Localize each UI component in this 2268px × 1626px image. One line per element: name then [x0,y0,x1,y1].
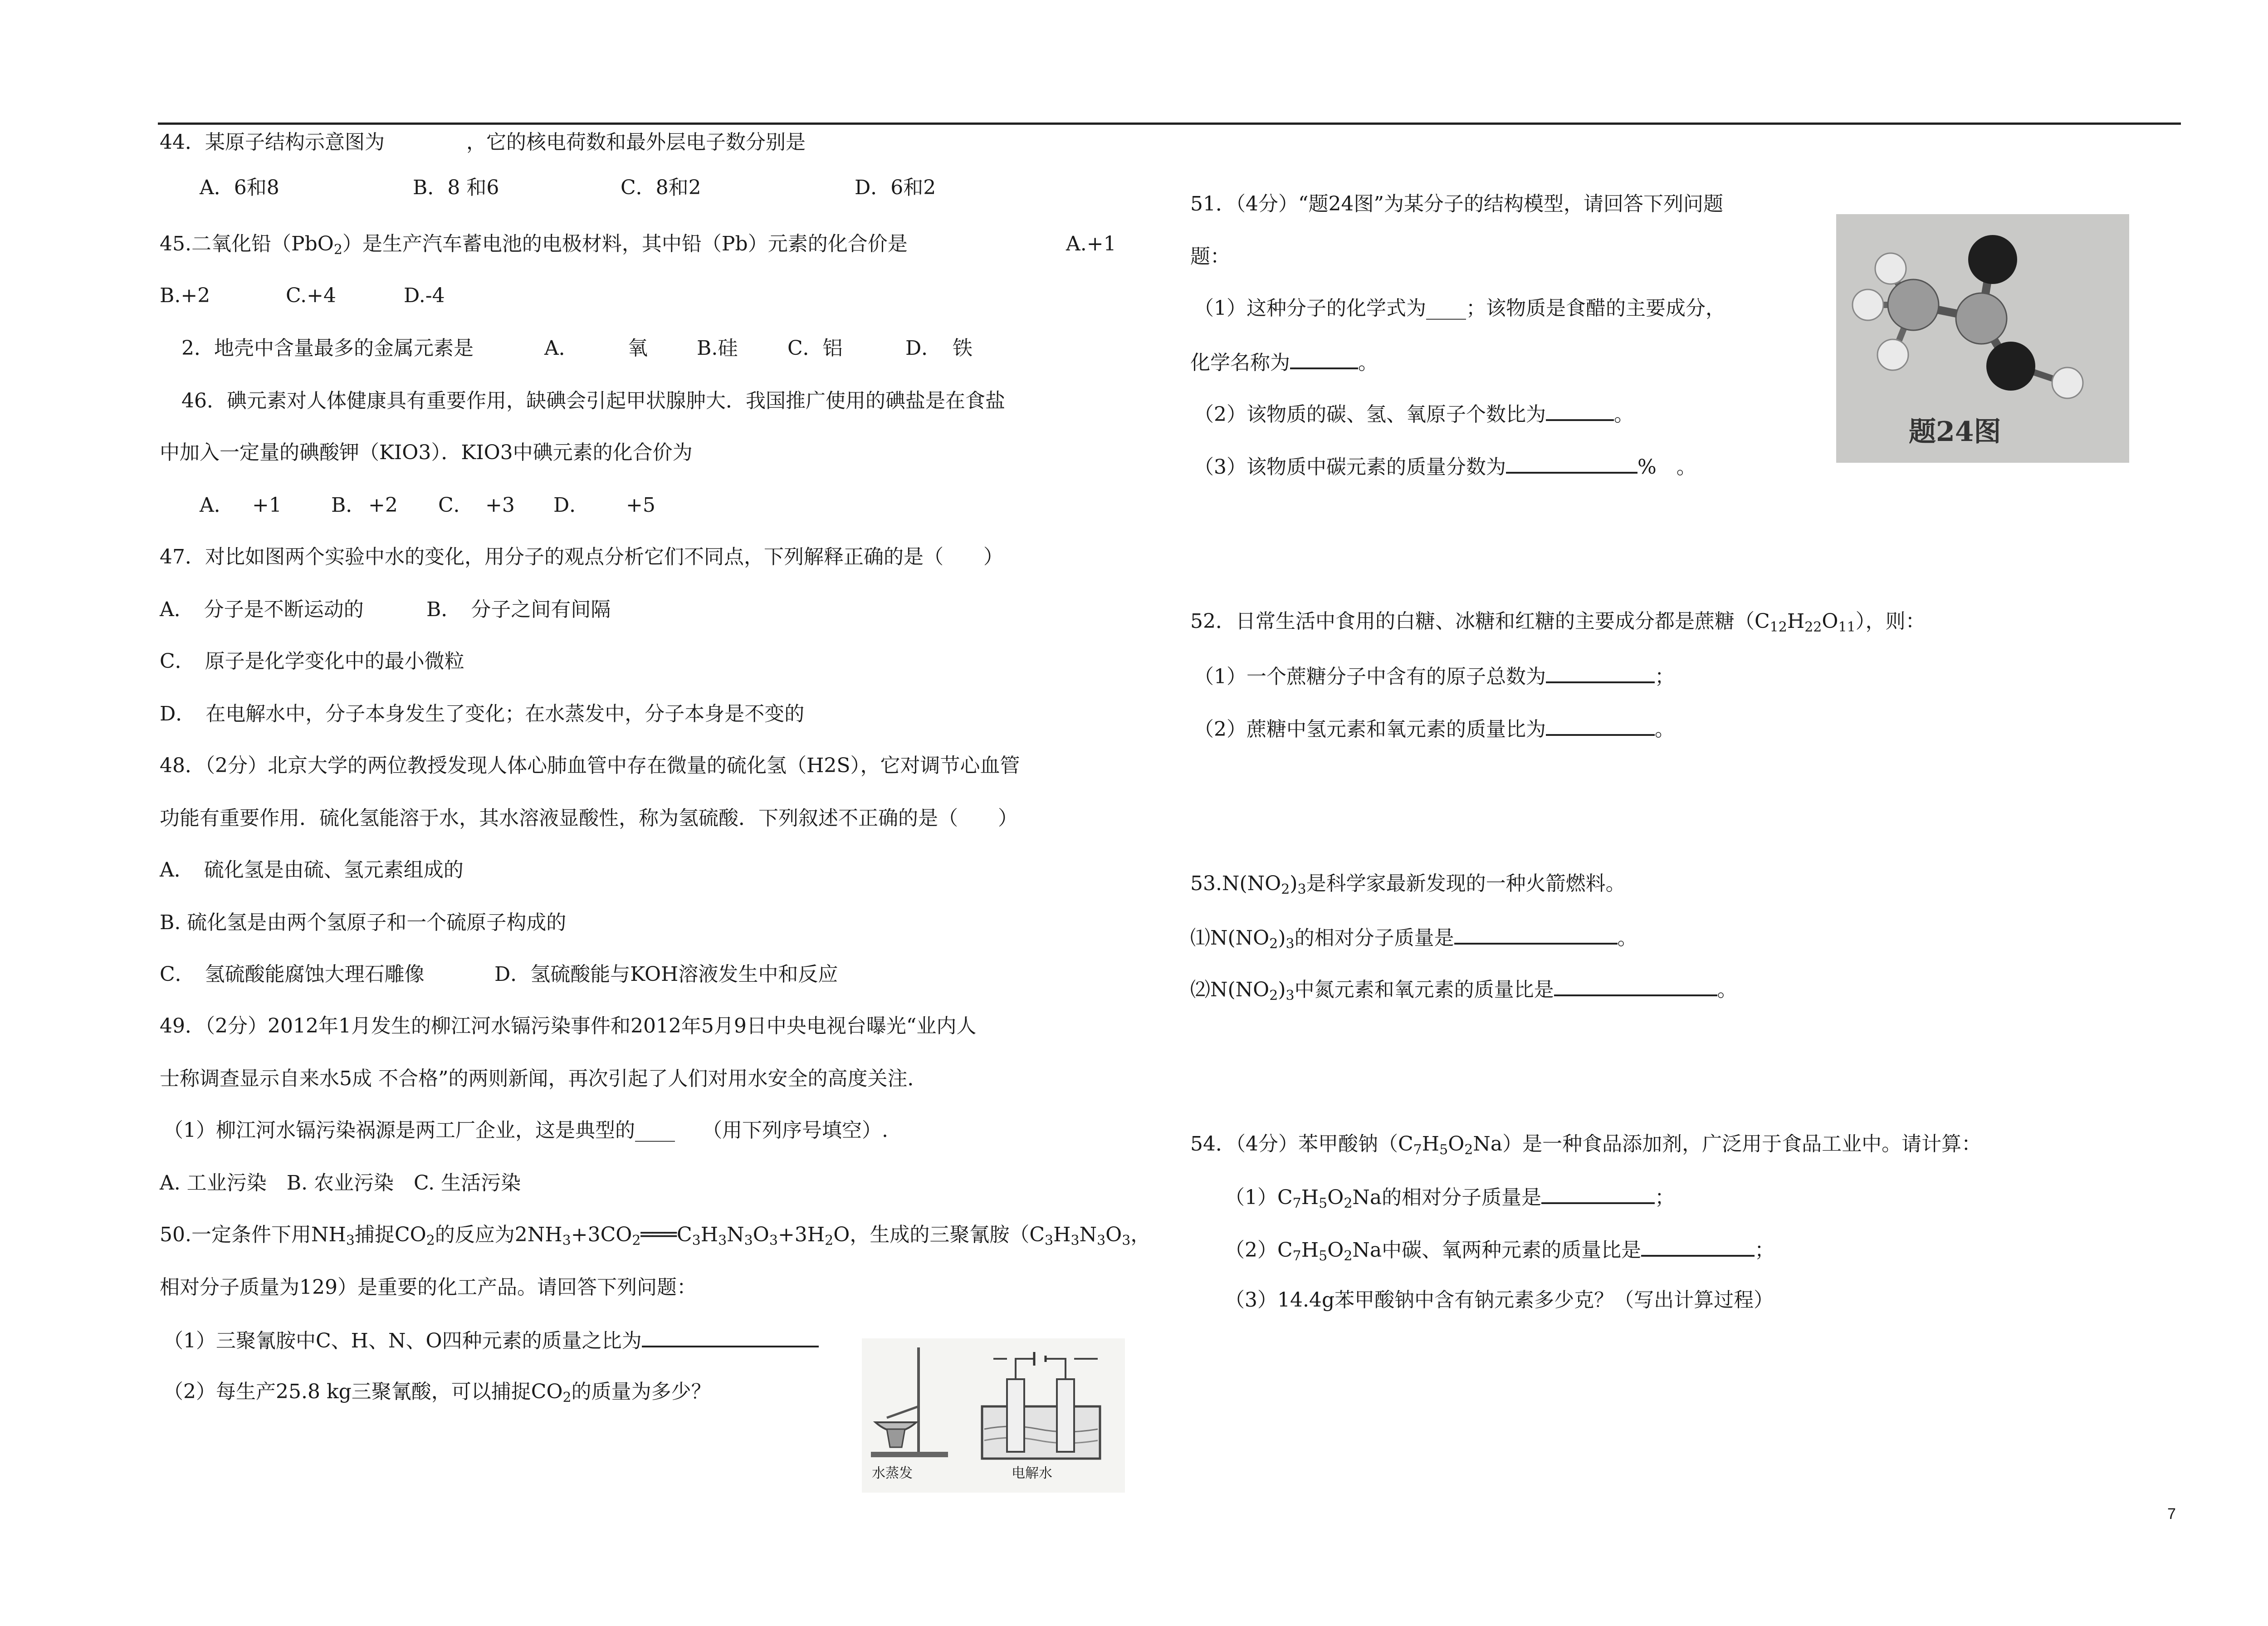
q47-option-c: C． 原子是化学变化中的最小微粒 [160,650,464,673]
q45-option-c: C.+4 [286,284,336,307]
q46-line1: 46．碘元素对人体健康具有重要作用，缺碘会引起甲状腺肿大．我国推广使用的碘盐是在食盐 [181,389,1005,412]
q46-option-a: A． [200,494,234,517]
q52-part2: （2）蔗糖中氢元素和氧元素的质量比为 。 [1194,714,1675,743]
q51-line1: 51．（4分）“题24图”为某分子的结构模型，请回答下列问题 [1190,192,1723,215]
q2-option-c: C．铝 [787,337,843,360]
page-number: 7 [2167,1505,2176,1523]
q46-option-c: C． [438,494,474,517]
molecule-model-figure [1836,214,2129,463]
q2-option-a: A． [544,337,579,360]
q2-stem: 2．地壳中含量最多的金属元素是 [181,337,474,360]
q54-part3: （3）14.4g苯甲酸钠中含有钠元素多少克？（写出计算过程） [1225,1288,1774,1312]
q44-option-a: A．6和8 [200,176,279,199]
water-experiments-figure [862,1338,1125,1493]
q46-line2: 中加入一定量的碘酸钾（KIO3）．KIO3中碘元素的化合价为 [160,441,693,464]
q2-option-d: D． [905,337,942,360]
q44-option-d: D．6和2 [855,176,936,199]
q49-options: A. 工业污染 B. 农业污染 C. 生活污染 [160,1171,521,1195]
q53-part2: $⑵N(NO_2)_3$中氮元素和氧元素的质量比是 。 [1190,975,1737,1009]
q48-option-c: C． 氢硫酸能腐蚀大理石雕像 [160,963,425,986]
q45-stem: 45.二氧化铅（PbO$_2$）是生产汽车蓄电池的电极材料，其中铅（Pb）元素的化合价是 [160,232,908,258]
q52-stem: 52．日常生活中食用的白糖、冰糖和红糖的主要成分都是蔗糖$(C_{12}H_{22}O_{11})$，则： [1190,610,1926,635]
q53-part1: $⑴N(NO_2)_3$的相对分子质量是 。 [1190,923,1637,958]
q47-option-b: B． 分子之间有间隔 [426,598,611,621]
q2-option-b: B.硅 [697,337,738,360]
header-rule [158,122,2181,125]
q46-option-c-value: +3 [485,494,515,517]
q46-option-b-value: +2 [368,494,398,517]
q49-line1: 49．（2分）2012年1月发生的柳江河水镉污染事件和2012年5月9日中央电视台曝光“业内人 [160,1014,977,1038]
q2-option-a-text: 氧 [628,337,648,360]
q51-part2: （2）该物质的碳、氢、氧原子个数比为 。 [1194,399,1634,428]
q50-part2: （2）每生产25.8 kg三聚氰酸，可以捕捉$CO_2$的质量为多少？ [163,1380,711,1406]
q46-option-b: B． [331,494,366,517]
q45-option-b: B.+2 [160,284,210,307]
q48-option-a: A． 硫化氢是由硫、氢元素组成的 [160,858,464,882]
q49-line2: 士称调查显示自来水5成 不合格”的两则新闻，再次引起了人们对用水安全的高度关注． [160,1067,928,1090]
q48-line1: 48．（2分）北京大学的两位教授发现人体心肺血管中存在微量的硫化氢（H2S），它对调节心血管 [160,754,1020,777]
figure-label-electrolysis: 电解水 [1012,1465,1052,1481]
q47-option-a: A． 分子是不断运动的 [160,598,364,621]
q54-part1: $(1)C_7H_5O_2Na$的相对分子质量是 ； [1225,1182,1675,1217]
q48-option-b: B. 硫化氢是由两个氢原子和一个硫原子构成的 [160,911,567,934]
q47-stem: 47．对比如图两个实验中水的变化，用分子的观点分析它们不同点，下列解释正确的是（ ） [160,545,1003,568]
q46-option-a-value: +1 [252,494,282,517]
q48-option-d: D．氢硫酸能与KOH溶液发生中和反应 [494,963,838,986]
q54-stem: 54．（4分）苯甲酸钠$(C_7H_5O_2Na)$是一种食品添加剂，广泛用于食品工业中。请计算： [1190,1132,1982,1158]
molecule-figure-caption: 题24图 [1909,416,2001,448]
q44-stem: 44．某原子结构示意图为 ，它的核电荷数和最外层电子数分别是 [160,131,806,154]
q50-line2: 相对分子质量为129）是重要的化工产品。请回答下列问题： [160,1276,697,1299]
q51-part3: （3）该物质中碳元素的质量分数为 % 。 [1194,452,1696,481]
q44-option-c: C．8和2 [621,176,701,199]
q46-option-d: D． [553,494,590,517]
q49-part1: （1）柳江河水镉污染祸源是两工厂企业，这是典型的____ （用下列序号填空）. [163,1119,888,1142]
q51-part1: （1）这种分子的化学式为____；该物质是食醋的主要成分， [1194,297,1725,320]
q50-stem: 50.一定条件下用$NH_3$捕捉$CO_2$的反应为$2NH_3+3CO_2═══C_3H_3N_3O_3+3H_2O$，生成的三聚氰胺（$C_3H_3N_3O_3$， [160,1223,1151,1249]
q45-option-d: D.-4 [404,284,445,307]
q47-option-d: D． 在电解水中，分子本身发生了变化；在水蒸发中，分子本身是不变的 [160,702,805,725]
q48-line2: 功能有重要作用．硫化氢能溶于水，其水溶液显酸性，称为氢硫酸．下列叙述不正确的是（ ） [160,807,1018,830]
q2-option-d-text: 铁 [953,337,973,360]
q54-part2: $(2)C_7H_5O_2Na$中碳、氧两种元素的质量比是 ； [1225,1235,1774,1270]
q51-line2: 题： [1190,245,1230,268]
figure-label-evaporation: 水蒸发 [872,1465,913,1481]
q45-option-a: A.+1 [1066,232,1116,255]
q46-option-d-value: +5 [626,494,655,517]
q51-part1-cont: 化学名称为 。 [1190,348,1378,377]
q53-stem: $53.N(NO_2)_3$是科学家最新发现的一种火箭燃料。 [1190,872,1626,897]
q52-part1: （1）一个蔗糖分子中含有的原子总数为 ； [1194,661,1675,691]
q44-option-b: B．8 和6 [413,176,499,199]
q50-part1: （1）三聚氰胺中C、H、N、O四种元素的质量之比为 [163,1326,819,1355]
